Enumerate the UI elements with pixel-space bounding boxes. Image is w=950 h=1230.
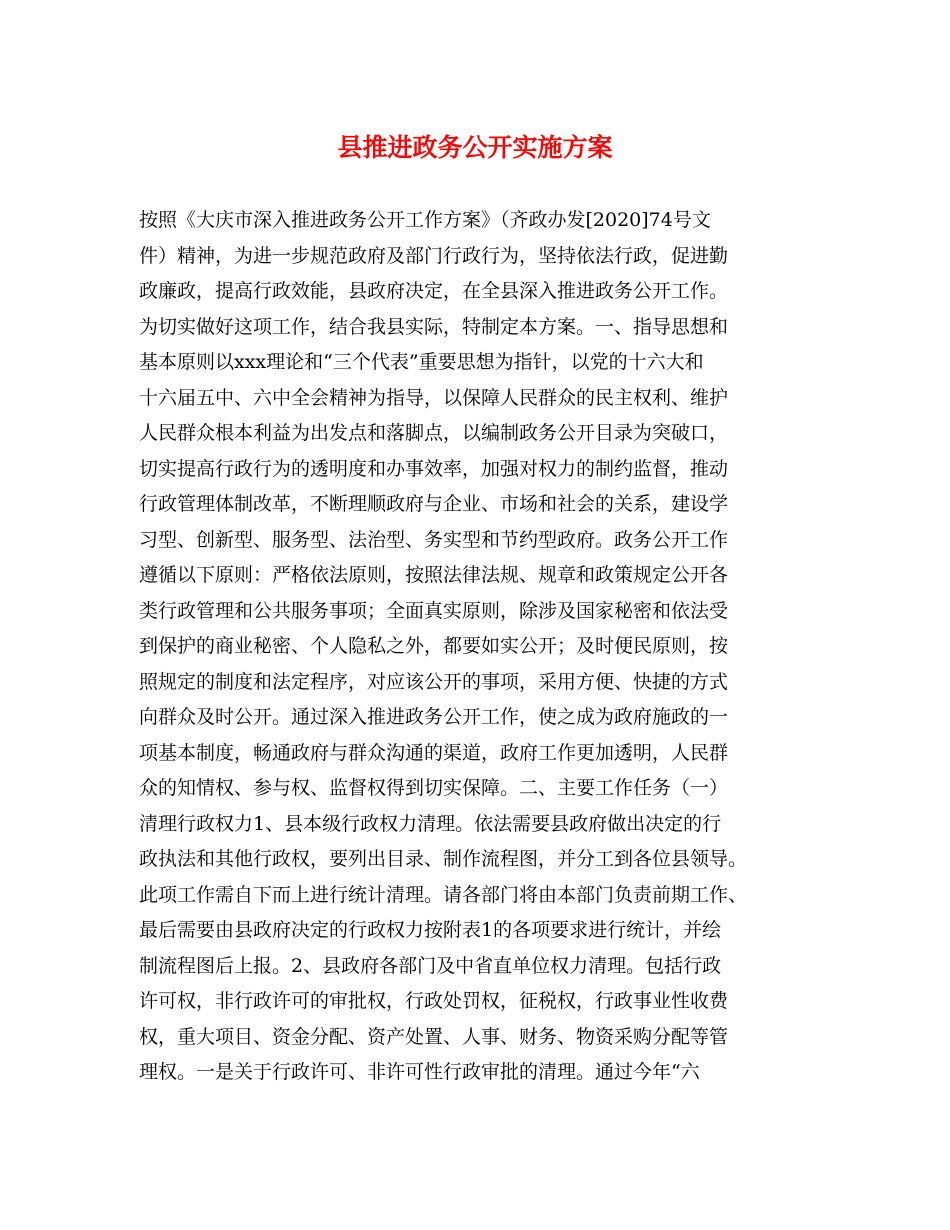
body-text-line: 基本原则以xxx理论和“三个代表”重要思想为指针，以党的十六大和 bbox=[139, 351, 704, 373]
body-text-line: 按照《大庆市深入推进政务公开工作方案》（齐政办发[2020]74号文 bbox=[139, 209, 711, 231]
body-text-line: 人民群众根本利益为出发点和落脚点，以编制政务公开目录为突破口， bbox=[139, 422, 729, 444]
body-text-line: 理权。一是关于行政许可、非许可性行政审批的清理。通过今年“六 bbox=[139, 1061, 700, 1083]
body-text-line: 切实提高行政行为的透明度和办事效率，加强对权力的制约监督，推动 bbox=[139, 457, 729, 480]
body-text-line: 照规定的制度和法定程序，对应该公开的事项，采用方便、快捷的方式 bbox=[139, 670, 729, 693]
body-text-line: 政执法和其他行政权，要列出目录、制作流程图，并分工到各位县领导。 bbox=[139, 848, 748, 870]
body-text-line: 清理行政权力1、县本级行政权力清理。依法需要县政府做出决定的行 bbox=[139, 812, 722, 835]
document-title: 县推进政务公开实施方案 bbox=[337, 133, 613, 162]
body-text-line: 到保护的商业秘密、个人隐私之外，都要如实公开；及时便民原则，按 bbox=[139, 635, 729, 657]
body-text-line: 十六届五中、六中全会精神为指导，以保障人民群众的民主权利、维护 bbox=[139, 386, 729, 409]
body-text-line: 此项工作需自下而上进行统计清理。请各部门将由本部门负责前期工作、 bbox=[139, 883, 748, 906]
body-text-line: 最后需要由县政府决定的行政权力按附表1的各项要求进行统计，并绘 bbox=[139, 919, 722, 941]
body-text-line: 遵循以下原则：严格依法原则，按照法律法规、规章和政策规定公开各 bbox=[139, 564, 729, 586]
document-body bbox=[139, 203, 839, 1091]
body-text-line: 习型、创新型、服务型、法治型、务实型和节约型政府。政务公开工作 bbox=[139, 528, 729, 551]
body-text-line: 类行政管理和公共服务事项；全面真实原则，除涉及国家秘密和依法受 bbox=[139, 599, 729, 622]
body-text-line: 许可权，非行政许可的审批权，行政处罚权，征税权，行政事业性收费 bbox=[139, 990, 729, 1012]
body-text-line: 行政管理体制改革，不断理顺政府与企业、市场和社会的关系，建设学 bbox=[139, 493, 729, 515]
body-text-line: 件）精神，为进一步规范政府及部门行政行为，坚持依法行政，促进勤 bbox=[139, 244, 729, 267]
body-text-line: 向群众及时公开。通过深入推进政务公开工作，使之成为政府施政的一 bbox=[139, 706, 729, 728]
body-text-line: 权，重大项目、资金分配、资产处置、人事、财务、物资采购分配等管 bbox=[139, 1025, 729, 1048]
body-text-line: 项基本制度，畅通政府与群众沟通的渠道，政府工作更加透明，人民群 bbox=[139, 741, 729, 764]
body-text-line: 为切实做好这项工作，结合我县实际，特制定本方案。一、指导思想和 bbox=[139, 315, 729, 338]
body-text-line: 众的知情权、参与权、监督权得到切实保障。二、主要工作任务（一） bbox=[139, 777, 729, 799]
body-text-line: 制流程图后上报。2、县政府各部门及中省直单位权力清理。包括行政 bbox=[139, 954, 722, 977]
body-text-line: 政廉政，提高行政效能，县政府决定，在全县深入推进政务公开工作。 bbox=[139, 280, 729, 302]
